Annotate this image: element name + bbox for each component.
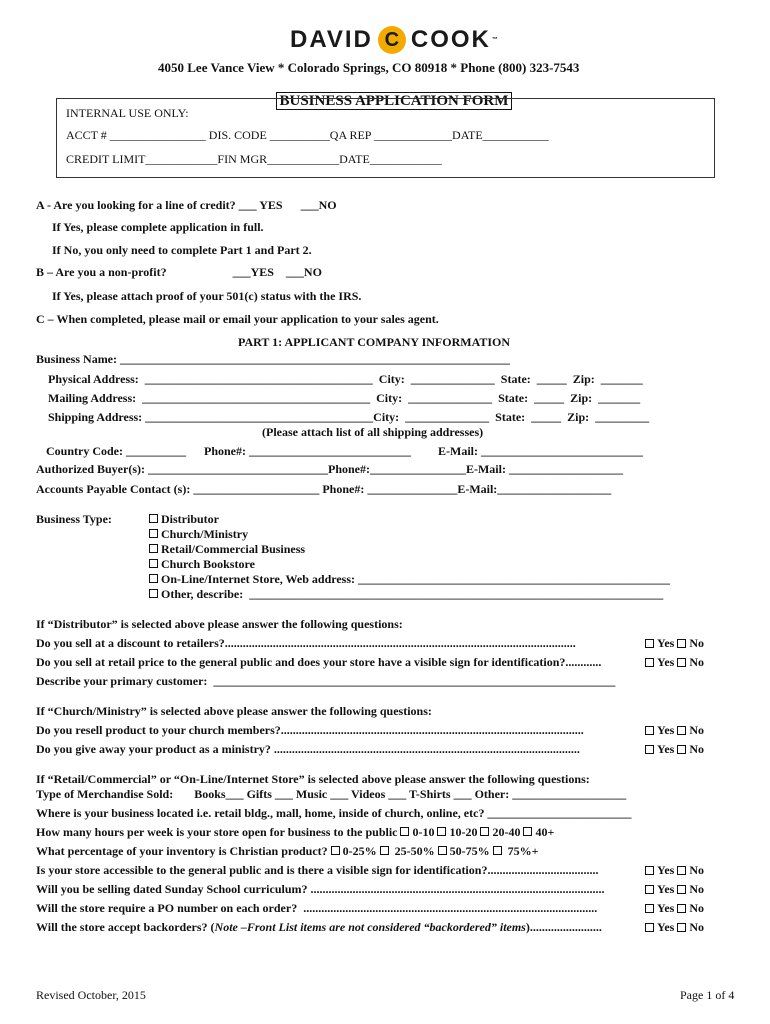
- accounts-payable-row[interactable]: Accounts Payable Contact (s): _____________________ Phone#: _______________E-Mail:___________________: [36, 482, 612, 496]
- question-a[interactable]: A - Are you looking for a line of credit? ___ YES ___NO: [36, 198, 337, 212]
- checkbox[interactable]: [645, 658, 654, 667]
- yes-no-choice[interactable]: Yes No: [645, 636, 704, 651]
- david-c-cook-logo: [290, 26, 500, 54]
- mailing-address-field[interactable]: Mailing Address: ______________________________________ City: ______________ State: _____ Zip: _______: [48, 391, 641, 405]
- checkbox[interactable]: [149, 514, 158, 523]
- hours-row: How many hours per week is your store open for business to the public 0-10 10-20 20-40 40+: [36, 825, 555, 839]
- yes-no-choice[interactable]: Yes No: [645, 882, 704, 897]
- checkbox[interactable]: [480, 827, 489, 836]
- distributor-q3[interactable]: Describe your primary customer: ___________________________________________________________________: [36, 674, 616, 688]
- checkbox[interactable]: [677, 904, 686, 913]
- question-c: C – When completed, please mail or email your application to your sales agent.: [36, 312, 439, 326]
- yes-no-choice[interactable]: Yes No: [645, 655, 704, 670]
- checkbox[interactable]: [677, 726, 686, 735]
- checkbox[interactable]: [380, 846, 389, 855]
- church-q1: Do you resell product to your church members?.....................................................................................................: [36, 723, 584, 737]
- form-title: BUSINESS APPLICATION FORM: [276, 92, 513, 110]
- location-row[interactable]: Where is your business located i.e. retail bldg., mall, home, inside of church, online, etc? ________________________: [36, 806, 632, 820]
- retail-q-backorders: Will the store accept backorders? (Note –Front List items are not considered “backordered” items)........................: [36, 920, 602, 934]
- percentage-row: What percentage of your inventory is Christian product? 0-25% 25-50% 50-75% 75%+: [36, 844, 539, 858]
- checkbox[interactable]: [677, 639, 686, 648]
- checkbox[interactable]: [645, 904, 654, 913]
- checkbox[interactable]: [645, 866, 654, 875]
- checkbox[interactable]: [677, 658, 686, 667]
- checkbox[interactable]: [149, 574, 158, 583]
- internal-line-credit[interactable]: CREDIT LIMIT____________FIN MGR____________DATE____________: [66, 152, 442, 166]
- physical-address-field[interactable]: Physical Address: ______________________________________ City: ______________ State: _____ Zip: _______: [48, 372, 643, 386]
- checkbox[interactable]: [645, 745, 654, 754]
- checkbox[interactable]: [645, 923, 654, 932]
- checkbox[interactable]: [149, 589, 158, 598]
- business-type-option[interactable]: Church Bookstore: [149, 557, 255, 572]
- distributor-q1: Do you sell at a discount to retailers?.....................................................................................................................: [36, 636, 576, 650]
- checkbox[interactable]: [677, 885, 686, 894]
- yes-no-choice[interactable]: Yes No: [645, 920, 704, 935]
- revised-date: Revised October, 2015: [36, 988, 146, 1002]
- checkbox[interactable]: [677, 923, 686, 932]
- logo-trademark: ™: [491, 37, 500, 43]
- question-b-yes-note: If Yes, please attach proof of your 501(c) status with the IRS.: [52, 289, 362, 303]
- checkbox[interactable]: [437, 827, 446, 836]
- business-type-option[interactable]: Other, describe: _____________________________________________________________________: [149, 587, 663, 602]
- authorized-buyers-row[interactable]: Authorized Buyer(s): ______________________________Phone#:________________E-Mail: ___________________: [36, 462, 623, 476]
- logo-text-right: COOK: [410, 26, 491, 53]
- company-address: 4050 Lee Vance View * Colorado Springs, CO 80918 * Phone (800) 323-7543: [158, 60, 580, 75]
- internal-line-acct[interactable]: ACCT # ________________ DIS. CODE __________QA REP _____________DATE___________: [66, 128, 549, 142]
- business-type-option[interactable]: Church/Ministry: [149, 527, 248, 542]
- business-type-option[interactable]: Distributor: [149, 512, 219, 527]
- church-q2: Do you give away your product as a ministry? ......................................................................................................: [36, 742, 580, 756]
- yes-no-choice[interactable]: Yes No: [645, 742, 704, 757]
- shipping-note: (Please attach list of all shipping addresses): [262, 425, 484, 439]
- checkbox[interactable]: [523, 827, 532, 836]
- yes-no-choice[interactable]: Yes No: [645, 723, 704, 738]
- percentage-label: What percentage of your inventory is Christian product?: [36, 844, 328, 858]
- distributor-q2: Do you sell at retail price to the general public and does your store have a visible sign for identification?............: [36, 655, 602, 669]
- checkbox[interactable]: [400, 827, 409, 836]
- checkbox[interactable]: [645, 726, 654, 735]
- logo-c-badge: C: [378, 26, 406, 54]
- backorder-note: Note –Front List items are not considered “backordered” items: [214, 920, 526, 934]
- church-heading: If “Church/Ministry” is selected above please answer the following questions:: [36, 704, 432, 718]
- question-a-yes-note: If Yes, please complete application in full.: [52, 220, 264, 234]
- checkbox[interactable]: [645, 639, 654, 648]
- shipping-address-field[interactable]: Shipping Address: ______________________________________City: ______________ State: _____ Zip: _________: [48, 410, 650, 424]
- checkbox[interactable]: [677, 745, 686, 754]
- logo-text-left: DAVID: [290, 26, 373, 53]
- checkbox[interactable]: [149, 544, 158, 553]
- business-type-label: Business Type:: [36, 512, 112, 526]
- retail-q-po: Will the store require a PO number on each order? ..................................................................................................: [36, 901, 598, 915]
- distributor-heading: If “Distributor” is selected above please answer the following questions:: [36, 617, 403, 631]
- hours-label: How many hours per week is your store open for business to the public: [36, 825, 398, 839]
- checkbox[interactable]: [645, 885, 654, 894]
- internal-use-label: INTERNAL USE ONLY:: [66, 106, 189, 120]
- checkbox[interactable]: [331, 846, 340, 855]
- merchandise-row[interactable]: Type of Merchandise Sold: Books___ Gifts ___ Music ___ Videos ___ T-Shirts ___ Other: ___________________: [36, 787, 627, 801]
- checkbox[interactable]: [493, 846, 502, 855]
- retail-heading: If “Retail/Commercial” or “On-Line/Internet Store” is selected above please answer the following questions:: [36, 772, 590, 786]
- business-type-option[interactable]: On-Line/Internet Store, Web address: ____________________________________________________: [149, 572, 670, 587]
- checkbox[interactable]: [149, 529, 158, 538]
- business-name-field[interactable]: Business Name: _________________________________________________________________: [36, 352, 511, 366]
- yes-no-choice[interactable]: Yes No: [645, 901, 704, 916]
- checkbox[interactable]: [677, 866, 686, 875]
- checkbox[interactable]: [149, 559, 158, 568]
- question-b[interactable]: B – Are you a non-profit? ___YES ___NO: [36, 265, 322, 279]
- checkbox[interactable]: [438, 846, 447, 855]
- page-number: Page 1 of 4: [680, 988, 735, 1002]
- business-type-option[interactable]: Retail/Commercial Business: [149, 542, 305, 557]
- retail-q-sunday: Will you be selling dated Sunday School curriculum? ..................................................................................................: [36, 882, 605, 896]
- country-phone-email-row[interactable]: Country Code: __________ Phone#: ___________________________ E-Mail: ___________________________: [46, 444, 643, 458]
- part1-title: PART 1: APPLICANT COMPANY INFORMATION: [238, 335, 511, 349]
- question-a-no-note: If No, you only need to complete Part 1 and Part 2.: [52, 243, 312, 257]
- yes-no-choice[interactable]: Yes No: [645, 863, 704, 878]
- retail-q-access: Is your store accessible to the general public and is there a visible sign for identification?.....................................: [36, 863, 599, 877]
